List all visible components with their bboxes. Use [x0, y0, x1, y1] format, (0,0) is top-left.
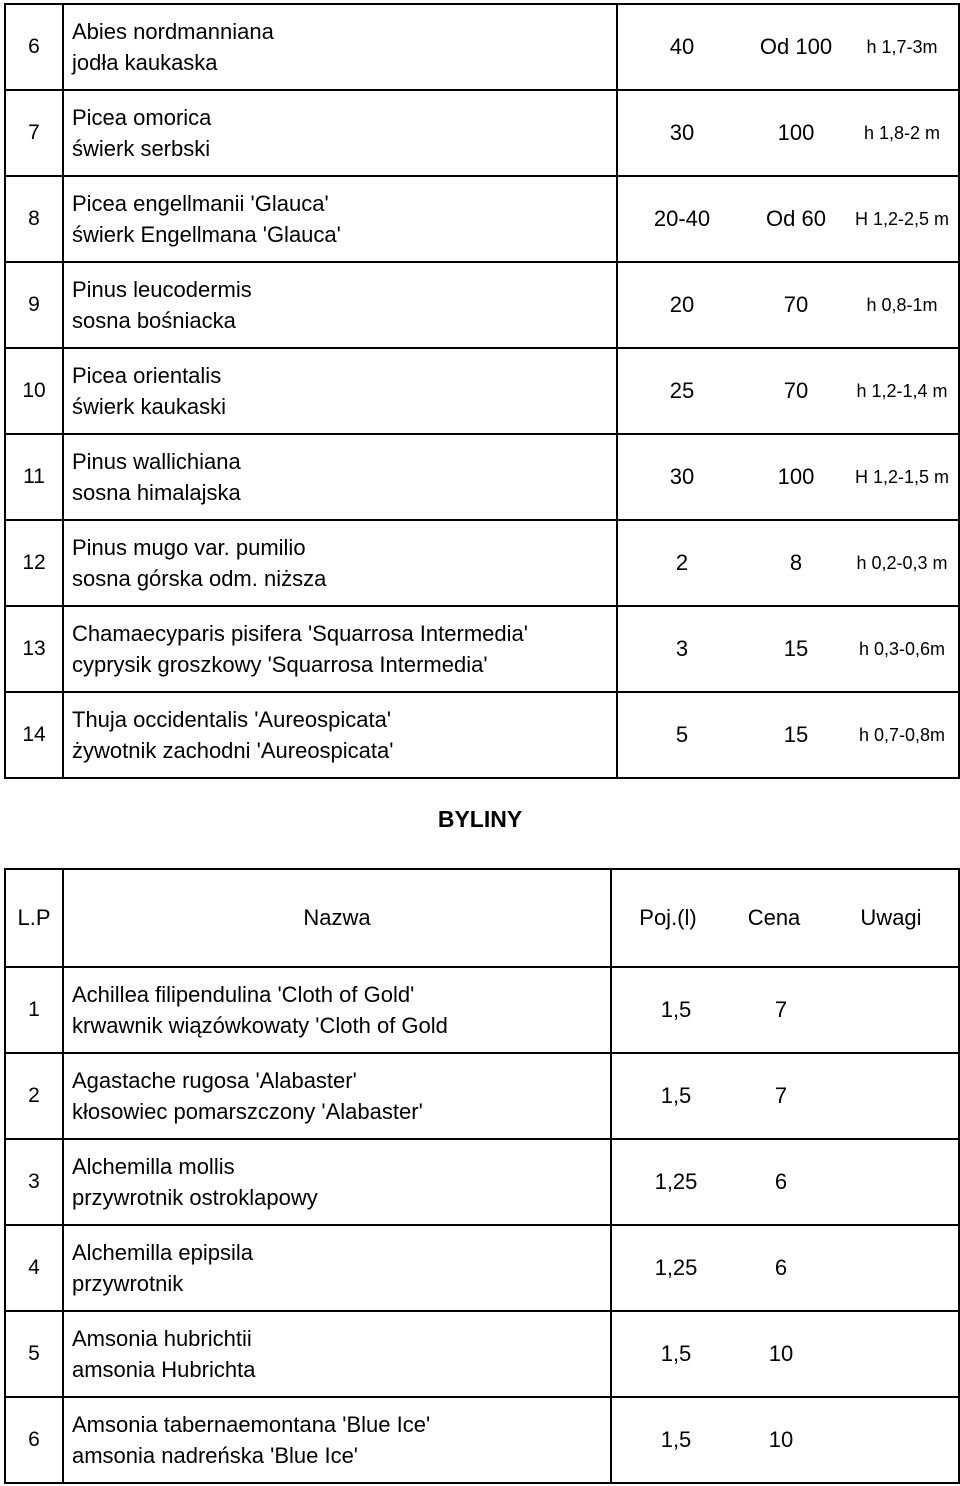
- details: [617, 434, 959, 520]
- table-row: [5, 262, 959, 348]
- row-number: 5: [5, 1311, 63, 1397]
- plant-name: [63, 1225, 611, 1311]
- polish-name: świerk kaukaski: [72, 394, 227, 419]
- cena-value: 15: [783, 636, 809, 661]
- conifers-table: [4, 3, 960, 779]
- latin-name: Agastache rugosa 'Alabaster': [72, 1068, 357, 1093]
- polish-name: żywotnik zachodni 'Aureospicata': [72, 738, 394, 763]
- uwagi-value: H 1,2-2,5 m: [854, 208, 950, 229]
- details: [617, 90, 959, 176]
- polish-name: sosna himalajska: [72, 480, 241, 505]
- polish-name: sosna górska odm. niższa: [72, 566, 327, 591]
- cena-value: 6: [774, 1255, 788, 1280]
- cena-value: 10: [768, 1427, 794, 1452]
- latin-name: Picea omorica: [72, 105, 212, 130]
- table-row: [5, 692, 959, 778]
- header-right: [611, 869, 959, 967]
- cena-value: 15: [783, 722, 809, 747]
- table-row: [5, 348, 959, 434]
- cena-value: 7: [774, 1083, 788, 1108]
- plant-name: [63, 1139, 611, 1225]
- details: [611, 967, 959, 1053]
- details: [611, 1053, 959, 1139]
- latin-name: Amsonia hubrichtii: [72, 1326, 252, 1351]
- row-number: 3: [5, 1139, 63, 1225]
- poj-value: 1,5: [660, 1083, 692, 1108]
- plant-name: [63, 176, 617, 262]
- plant-name: [63, 1053, 611, 1139]
- poj-value: 1,5: [660, 1427, 692, 1452]
- row-number: 6: [5, 4, 63, 90]
- poj-value: 3: [675, 636, 689, 661]
- header-cena: Cena: [747, 905, 801, 930]
- plant-name: [63, 434, 617, 520]
- header-lp: L.P: [5, 869, 63, 967]
- row-number: 10: [5, 348, 63, 434]
- table-row: [5, 1311, 959, 1397]
- row-number: 12: [5, 520, 63, 606]
- polish-name: przywrotnik ostroklapowy: [72, 1185, 318, 1210]
- uwagi-value: h 0,7-0,8m: [858, 724, 946, 745]
- details: [611, 1225, 959, 1311]
- latin-name: Thuja occidentalis 'Aureospicata': [72, 707, 392, 732]
- polish-name: jodła kaukaska: [72, 50, 218, 75]
- plant-name: [63, 1311, 611, 1397]
- poj-value: 40: [669, 34, 695, 59]
- poj-value: 20: [669, 292, 695, 317]
- polish-name: świerk serbski: [72, 136, 211, 161]
- row-number: 13: [5, 606, 63, 692]
- header-nazwa: Nazwa: [63, 869, 611, 967]
- uwagi-value: h 1,8-2 m: [863, 122, 941, 143]
- latin-name: Picea engellmanii 'Glauca': [72, 191, 329, 216]
- polish-name: krwawnik wiązówkowaty 'Cloth of Gold: [72, 1013, 448, 1038]
- table-row: [5, 1225, 959, 1311]
- table-row: [5, 1053, 959, 1139]
- plant-name: [63, 606, 617, 692]
- table-row: [5, 176, 959, 262]
- section-title-byliny: BYLINY: [437, 806, 523, 832]
- details: [611, 1397, 959, 1483]
- details: [617, 520, 959, 606]
- header-uwagi: Uwagi: [860, 905, 922, 930]
- plant-name: [63, 262, 617, 348]
- details: [617, 262, 959, 348]
- poj-value: 25: [669, 378, 695, 403]
- plant-name: [63, 1397, 611, 1483]
- uwagi-value: H 1,2-1,5 m: [854, 466, 950, 487]
- polish-name: amsonia nadreńska 'Blue Ice': [72, 1443, 359, 1468]
- poj-value: 5: [675, 722, 689, 747]
- cena-value: 70: [783, 292, 809, 317]
- latin-name: Pinus wallichiana: [72, 449, 241, 474]
- row-number: 8: [5, 176, 63, 262]
- cena-value: 6: [774, 1169, 788, 1194]
- table-row: [5, 520, 959, 606]
- table-row: [5, 1397, 959, 1483]
- table-row: [5, 1139, 959, 1225]
- latin-name: Achillea filipendulina 'Cloth of Gold': [72, 982, 415, 1007]
- latin-name: Amsonia tabernaemontana 'Blue Ice': [72, 1412, 431, 1437]
- plant-name: [63, 4, 617, 90]
- poj-value: 2: [675, 550, 689, 575]
- cena-value: 7: [774, 997, 788, 1022]
- uwagi-value: h 1,2-1,4 m: [856, 380, 948, 401]
- cena-value: 10: [768, 1341, 794, 1366]
- latin-name: Chamaecyparis pisifera 'Squarrosa Intermedia': [72, 621, 528, 646]
- details: [617, 176, 959, 262]
- polish-name: cyprysik groszkowy 'Squarrosa Intermedia': [72, 652, 488, 677]
- details: [611, 1311, 959, 1397]
- details: [617, 606, 959, 692]
- polish-name: świerk Engellmana 'Glauca': [72, 222, 341, 247]
- header-poj: Poj.(l): [639, 905, 697, 930]
- latin-name: Pinus leucodermis: [72, 277, 252, 302]
- details: [617, 4, 959, 90]
- uwagi-value: h 0,8-1m: [866, 294, 938, 315]
- byliny-table: [4, 868, 960, 1484]
- plant-name: [63, 967, 611, 1053]
- uwagi-value: h 0,3-0,6m: [858, 638, 946, 659]
- poj-value: 30: [669, 464, 695, 489]
- table-row: [5, 90, 959, 176]
- latin-name: Pinus mugo var. pumilio: [72, 535, 306, 560]
- plant-name: [63, 90, 617, 176]
- latin-name: Alchemilla mollis: [72, 1154, 235, 1179]
- row-number: 9: [5, 262, 63, 348]
- poj-value: 30: [669, 120, 695, 145]
- cena-value: 100: [777, 120, 815, 145]
- row-number: 6: [5, 1397, 63, 1483]
- table-row: [5, 967, 959, 1053]
- row-number: 1: [5, 967, 63, 1053]
- latin-name: Alchemilla epipsila: [72, 1240, 253, 1265]
- cena-value: 70: [783, 378, 809, 403]
- row-number: 7: [5, 90, 63, 176]
- cena-value: 100: [777, 464, 815, 489]
- uwagi-value: h 1,7-3m: [866, 36, 938, 57]
- plant-name: [63, 520, 617, 606]
- table-row: [5, 606, 959, 692]
- poj-value: 1,25: [654, 1255, 698, 1280]
- cena-value: Od 60: [766, 206, 826, 231]
- table-row: [5, 434, 959, 520]
- row-number: 4: [5, 1225, 63, 1311]
- row-number: 14: [5, 692, 63, 778]
- details: [611, 1139, 959, 1225]
- table-header-row: [5, 869, 959, 967]
- table-row: [5, 4, 959, 90]
- latin-name: Picea orientalis: [72, 363, 222, 388]
- poj-value: 1,5: [660, 997, 692, 1022]
- poj-value: 20-40: [653, 206, 711, 231]
- details: [617, 348, 959, 434]
- details: [617, 692, 959, 778]
- polish-name: amsonia Hubrichta: [72, 1357, 256, 1382]
- row-number: 2: [5, 1053, 63, 1139]
- cena-value: 8: [789, 550, 803, 575]
- row-number: 11: [5, 434, 63, 520]
- poj-value: 1,25: [654, 1169, 698, 1194]
- polish-name: sosna bośniacka: [72, 308, 236, 333]
- poj-value: 1,5: [660, 1341, 692, 1366]
- polish-name: kłosowiec pomarszczony 'Alabaster': [72, 1099, 423, 1124]
- plant-name: [63, 692, 617, 778]
- latin-name: Abies nordmanniana: [72, 19, 274, 44]
- plant-name: [63, 348, 617, 434]
- cena-value: Od 100: [759, 34, 833, 59]
- polish-name: przywrotnik: [72, 1271, 184, 1296]
- uwagi-value: h 0,2-0,3 m: [856, 552, 948, 573]
